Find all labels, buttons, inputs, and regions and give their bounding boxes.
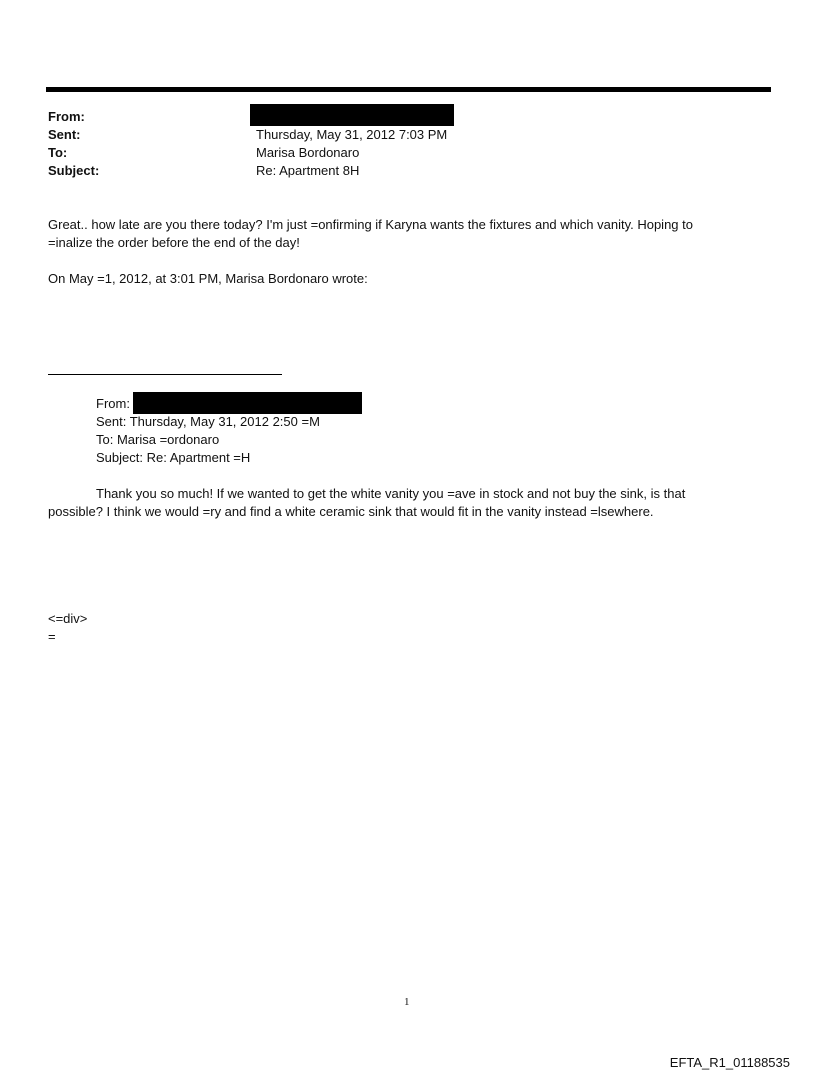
to-label: To: — [48, 145, 68, 160]
sent-value: Thursday, May 31, 2012 7:03 PM — [256, 127, 448, 142]
quoted-to: To: Marisa =ordonaro — [96, 432, 220, 447]
quoted-paragraph-line-2: possible? I think we would =ry and find a white ceramic sink that would fit in the vanity instead =lsewhere. — [48, 504, 654, 519]
quoted-from-label: From: — [96, 396, 130, 411]
sent-label: Sent: — [48, 127, 81, 142]
quoted-divider — [48, 374, 282, 375]
reply-attribution: On May =1, 2012, at 3:01 PM, Marisa Bordonaro wrote: — [48, 271, 368, 286]
to-value: Marisa Bordonaro — [256, 145, 360, 160]
from-label: From: — [48, 109, 85, 124]
quoted-sent: Sent: Thursday, May 31, 2012 2:50 =M — [96, 414, 320, 429]
subject-value: Re: Apartment 8H — [256, 163, 360, 178]
quoted-subject: Subject: Re: Apartment =H — [96, 450, 251, 465]
top-rule — [46, 87, 771, 92]
body-line-1: Great.. how late are you there today? I'm just =onfirming if Karyna wants the fixtures and which vanity. Hoping to — [48, 217, 693, 232]
redaction-block-from — [250, 104, 454, 126]
redaction-block-quoted-from — [133, 392, 362, 414]
div-tag-text: <=div> — [48, 611, 88, 626]
equals-text: = — [48, 629, 56, 644]
subject-label: Subject: — [48, 163, 100, 178]
document-id: EFTA_R1_01188535 — [669, 1055, 790, 1070]
body-line-2: =inalize the order before the end of the day! — [48, 235, 300, 250]
quoted-paragraph-line-1: Thank you so much! If we wanted to get the white vanity you =ave in stock and not buy the sink, is that — [96, 486, 686, 501]
page-number: 1 — [404, 996, 410, 1008]
